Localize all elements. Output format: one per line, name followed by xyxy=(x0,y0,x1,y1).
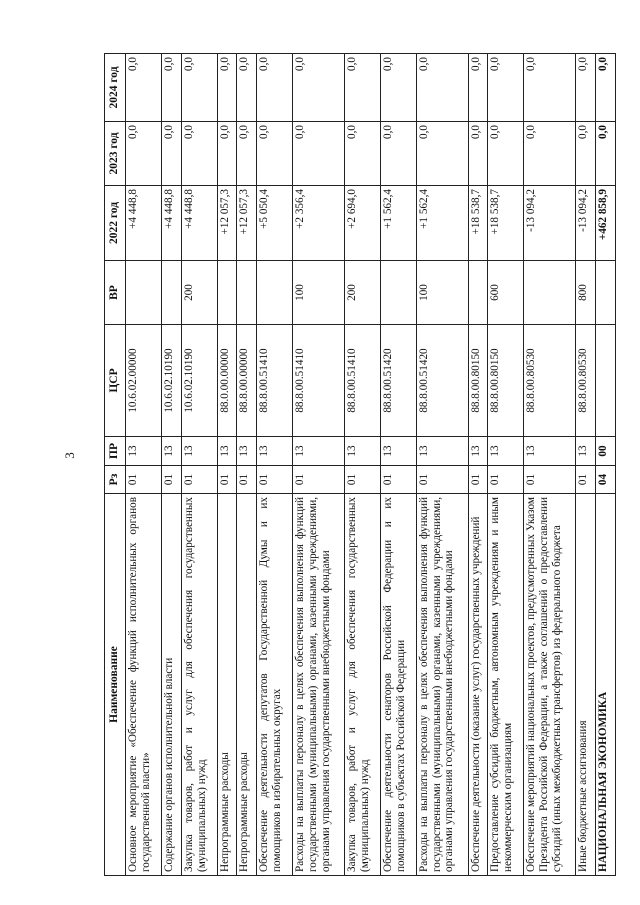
cell-rz: 01 xyxy=(344,466,380,494)
cell-csr: 88.8.00.80530 xyxy=(576,325,596,437)
cell-2024: 0,0 xyxy=(576,54,596,122)
cell-csr xyxy=(596,325,616,437)
header-name: Наименование xyxy=(105,494,126,876)
cell-rz: 01 xyxy=(488,466,524,494)
cell-2024: 0,0 xyxy=(344,54,380,122)
cell-csr: 10.6.02.10190 xyxy=(161,325,181,437)
cell-name: Закупка товаров, работ и услуг для обеспечения государственных (муниципальных) нужд xyxy=(181,494,217,876)
cell-rz: 01 xyxy=(257,466,293,494)
cell-pr: 13 xyxy=(524,437,576,466)
cell-2022: +4 448,8 xyxy=(161,186,181,261)
cell-vr xyxy=(257,261,293,325)
cell-vr xyxy=(217,261,237,325)
cell-pr: 13 xyxy=(468,437,488,466)
cell-2023: 0,0 xyxy=(380,122,416,186)
cell-vr: 800 xyxy=(576,261,596,325)
header-2024: 2024 год xyxy=(105,54,126,122)
cell-2023: 0,0 xyxy=(217,122,237,186)
cell-csr: 88.0.00.00000 xyxy=(217,325,237,437)
table-row xyxy=(524,54,576,876)
cell-csr: 88.8.00.51410 xyxy=(344,325,380,437)
cell-pr: 00 xyxy=(596,437,616,466)
cell-name: Закупка товаров, работ и услуг для обеспечения государственных (муниципальных) нужд xyxy=(344,494,380,876)
cell-vr: 100 xyxy=(416,261,468,325)
cell-name: Иные бюджетные ассигнования xyxy=(576,494,596,876)
cell-vr xyxy=(237,261,257,325)
cell-pr: 13 xyxy=(237,437,257,466)
cell-rz: 01 xyxy=(576,466,596,494)
cell-pr: 13 xyxy=(161,437,181,466)
cell-csr: 88.8.00.51410 xyxy=(257,325,293,437)
cell-csr: 10.6.02.10190 xyxy=(181,325,217,437)
cell-pr: 13 xyxy=(293,437,345,466)
cell-pr: 13 xyxy=(126,437,162,466)
cell-2024: 0,0 xyxy=(468,54,488,122)
cell-pr: 13 xyxy=(181,437,217,466)
cell-name: Расходы на выплаты персоналу в целях обеспечения выполнения функций государственными (муниципальными) органами, казенными учреждениями, органами управления государственными внебюджетными фондами xyxy=(416,494,468,876)
cell-2023: 0,0 xyxy=(181,122,217,186)
cell-pr: 13 xyxy=(416,437,468,466)
cell-rz: 01 xyxy=(380,466,416,494)
cell-rz: 01 xyxy=(293,466,345,494)
rotated-table-frame xyxy=(104,54,616,876)
cell-vr xyxy=(596,261,616,325)
page-number: 3 xyxy=(61,452,77,459)
cell-rz: 01 xyxy=(126,466,162,494)
cell-name: Расходы на выплаты персоналу в целях обеспечения выполнения функций государственными (муниципальными) органами, казенными учреждениями, органами управления государственными внебюджетными фондами xyxy=(293,494,345,876)
table-header-row xyxy=(105,54,126,876)
cell-2024: 0,0 xyxy=(596,54,616,122)
cell-name: Обеспечение мероприятий национальных проектов, предусмотренных Указом Президента Российской Федерации, а также соглашений о предоставлении субсидий (иных межбюджетных трансфертов) из федерального бюджета xyxy=(524,494,576,876)
cell-rz: 01 xyxy=(181,466,217,494)
cell-vr: 100 xyxy=(293,261,345,325)
cell-2022: -13 094,2 xyxy=(576,186,596,261)
cell-name: Обеспечение деятельности депутатов Государственной Думы и их помощников в избирательных округах xyxy=(257,494,293,876)
cell-pr: 13 xyxy=(257,437,293,466)
table-row xyxy=(344,54,380,876)
cell-2022: +4 448,8 xyxy=(126,186,162,261)
cell-2023: 0,0 xyxy=(161,122,181,186)
table-row xyxy=(161,54,181,876)
header-rz: Рз xyxy=(105,466,126,494)
cell-csr: 10.6.02.00000 xyxy=(126,325,162,437)
header-pr: ПР xyxy=(105,437,126,466)
cell-rz: 01 xyxy=(468,466,488,494)
cell-csr: 88.8.00.80530 xyxy=(524,325,576,437)
table-row xyxy=(416,54,468,876)
cell-2024: 0,0 xyxy=(524,54,576,122)
cell-2022: +1 562,4 xyxy=(380,186,416,261)
table-row xyxy=(596,54,616,876)
cell-2023: 0,0 xyxy=(468,122,488,186)
cell-2023: 0,0 xyxy=(488,122,524,186)
cell-pr: 13 xyxy=(488,437,524,466)
table-row xyxy=(257,54,293,876)
cell-2023: 0,0 xyxy=(576,122,596,186)
cell-2022: +12 057,3 xyxy=(237,186,257,261)
cell-2024: 0,0 xyxy=(380,54,416,122)
cell-2023: 0,0 xyxy=(524,122,576,186)
cell-rz: 01 xyxy=(161,466,181,494)
cell-pr: 13 xyxy=(344,437,380,466)
table-row xyxy=(488,54,524,876)
cell-2024: 0,0 xyxy=(161,54,181,122)
cell-2023: 0,0 xyxy=(344,122,380,186)
cell-2024: 0,0 xyxy=(488,54,524,122)
cell-2023: 0,0 xyxy=(293,122,345,186)
cell-2022: +2 694,0 xyxy=(344,186,380,261)
cell-name: Непрограммные расходы xyxy=(237,494,257,876)
table-row xyxy=(237,54,257,876)
cell-rz: 01 xyxy=(524,466,576,494)
cell-2024: 0,0 xyxy=(126,54,162,122)
cell-2022: +462 858,9 xyxy=(596,186,616,261)
cell-csr: 88.8.00.51410 xyxy=(293,325,345,437)
cell-csr: 88.8.00.80150 xyxy=(488,325,524,437)
cell-2024: 0,0 xyxy=(217,54,237,122)
cell-pr: 13 xyxy=(217,437,237,466)
cell-2022: +12 057,3 xyxy=(217,186,237,261)
table-row xyxy=(576,54,596,876)
cell-2024: 0,0 xyxy=(181,54,217,122)
cell-rz: 01 xyxy=(237,466,257,494)
cell-2022: +18 538,7 xyxy=(468,186,488,261)
header-2023: 2023 год xyxy=(105,122,126,186)
cell-rz: 01 xyxy=(416,466,468,494)
cell-name: Обеспечение деятельности (оказание услуг) государственных учреждений xyxy=(468,494,488,876)
cell-vr xyxy=(380,261,416,325)
table-body xyxy=(126,54,616,876)
cell-pr: 13 xyxy=(576,437,596,466)
cell-csr: 88.8.00.51420 xyxy=(380,325,416,437)
cell-2024: 0,0 xyxy=(237,54,257,122)
cell-2022: -13 094,2 xyxy=(524,186,576,261)
cell-2023: 0,0 xyxy=(126,122,162,186)
budget-table-container xyxy=(104,54,616,876)
cell-vr: 600 xyxy=(488,261,524,325)
cell-2022: +1 562,4 xyxy=(416,186,468,261)
cell-2024: 0,0 xyxy=(257,54,293,122)
cell-2024: 0,0 xyxy=(416,54,468,122)
cell-2022: +4 448,8 xyxy=(181,186,217,261)
cell-2022: +2 356,4 xyxy=(293,186,345,261)
table-row xyxy=(181,54,217,876)
cell-name: Основное мероприятие «Обеспечение функций исполнительных органов государственной власти» xyxy=(126,494,162,876)
cell-name: Предоставление субсидий бюджетным, автономным учреждениям и иным некоммерческим организациям xyxy=(488,494,524,876)
budget-table xyxy=(104,53,616,876)
table-row xyxy=(217,54,237,876)
cell-2022: +5 050,4 xyxy=(257,186,293,261)
cell-2023: 0,0 xyxy=(237,122,257,186)
table-row xyxy=(468,54,488,876)
cell-rz: 01 xyxy=(217,466,237,494)
cell-vr: 200 xyxy=(344,261,380,325)
cell-2024: 0,0 xyxy=(293,54,345,122)
cell-name: Содержание органов исполнительной власти xyxy=(161,494,181,876)
table-row xyxy=(126,54,162,876)
cell-2023: 0,0 xyxy=(596,122,616,186)
cell-vr xyxy=(468,261,488,325)
cell-rz: 04 xyxy=(596,466,616,494)
cell-csr: 88.8.00.00000 xyxy=(237,325,257,437)
header-csr: ЦСР xyxy=(105,325,126,437)
table-row xyxy=(380,54,416,876)
cell-name: Непрограммные расходы xyxy=(217,494,237,876)
cell-vr xyxy=(161,261,181,325)
header-vr: ВР xyxy=(105,261,126,325)
cell-csr: 88.8.00.51420 xyxy=(416,325,468,437)
table-row xyxy=(293,54,345,876)
cell-2023: 0,0 xyxy=(416,122,468,186)
cell-vr: 200 xyxy=(181,261,217,325)
header-2022: 2022 год xyxy=(105,186,126,261)
cell-vr xyxy=(126,261,162,325)
cell-pr: 13 xyxy=(380,437,416,466)
cell-vr xyxy=(524,261,576,325)
cell-name: НАЦИОНАЛЬНАЯ ЭКОНОМИКА xyxy=(596,494,616,876)
cell-csr: 88.8.00.80150 xyxy=(468,325,488,437)
cell-name: Обеспечение деятельности сенаторов Российской Федерации и их помощников в субъектах Российской Федерации xyxy=(380,494,416,876)
cell-2022: +18 538,7 xyxy=(488,186,524,261)
cell-2023: 0,0 xyxy=(257,122,293,186)
